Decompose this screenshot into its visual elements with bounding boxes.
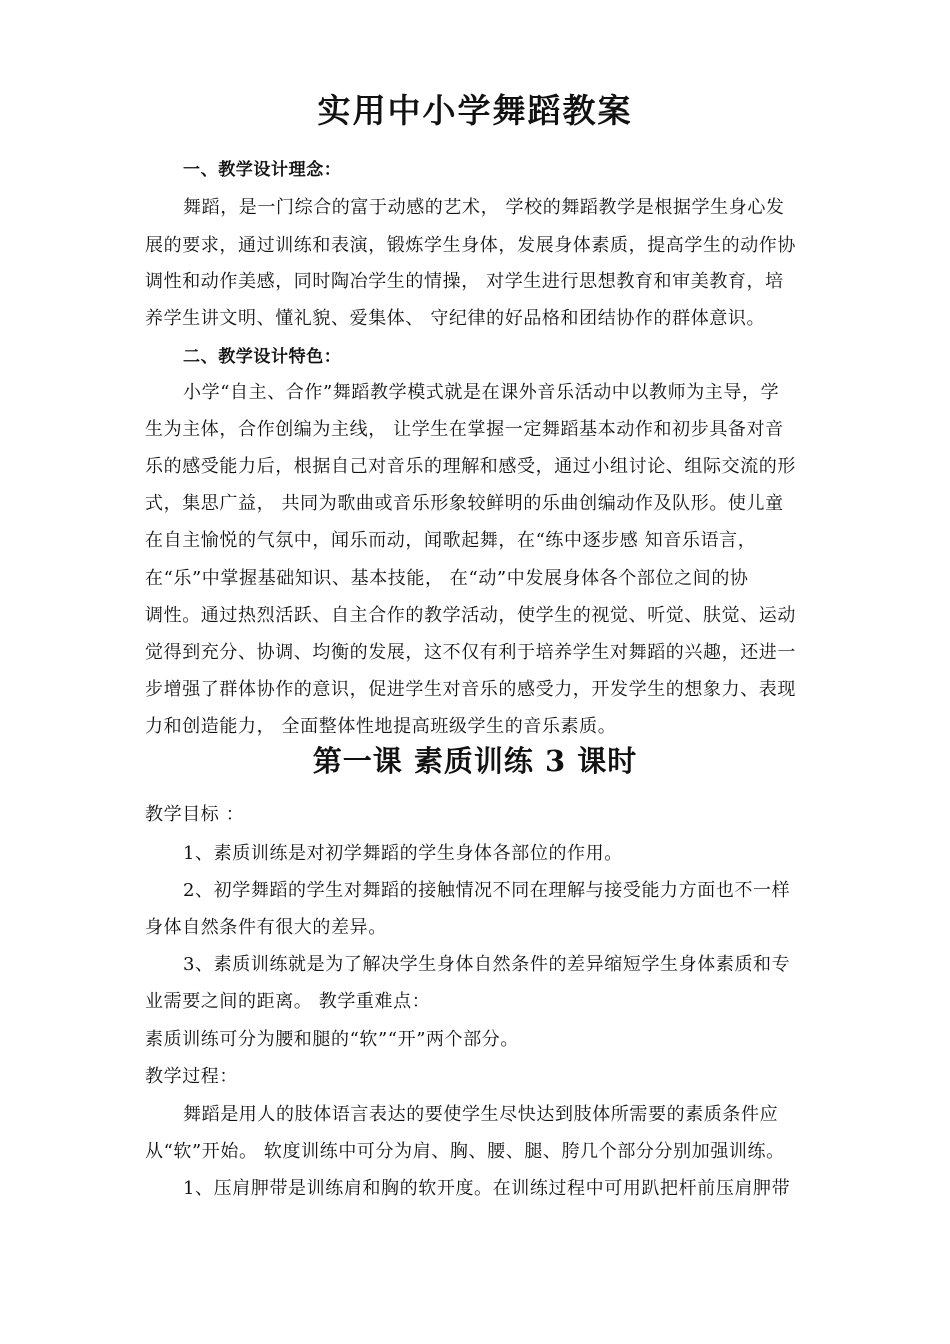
goal-item: 2、初学舞蹈的学生对舞蹈的接触情况不同在理解与接受能力方面也不一样 [183, 880, 791, 901]
paragraph-line: 乐的感受能力后，根据自己对音乐的理解和感受，通过小组讨论、组际交流的形 [145, 456, 796, 477]
paragraph-line: 式，集思广益， 共同为歌曲或音乐形象较鲜明的乐曲创编动作及队形。使儿童 [145, 493, 784, 514]
section2-heading: 二、教学设计特色： [183, 347, 342, 367]
paragraph-line: 在“乐”中掌握基础知识、基本技能， 在“动”中发展身体各个部位之间的协 [145, 568, 749, 589]
difficulty-text: 素质训练可分为腰和腿的“软”“开”两个部分。 [145, 1029, 520, 1050]
paragraph-line: 力和创造能力， 全面整体性地提高班级学生的音乐素质。 [145, 716, 617, 737]
goal-item-continuation: 身体自然条件有很大的差异。 [145, 917, 387, 938]
paragraph-line: 养学生讲文明、懂礼貌、爱集体、 守纪律的好品格和团结协作的群体意识。 [145, 308, 766, 329]
process-line: 1、压肩胛带是训练肩和胸的软开度。在训练过程中可用趴把杆前压肩胛带 [183, 1178, 791, 1199]
goal-item: 3、素质训练就是为了解决学生身体自然条件的差异缩短学生身体素质和专 [183, 954, 791, 975]
paragraph-line: 舞蹈，是一门综合的富于动感的艺术， 学校的舞蹈教学是根据学生身心发 [183, 197, 785, 218]
section1-heading: 一、教学设计理念： [183, 160, 342, 180]
paragraph-line: 调性和动作美感，同时陶冶学生的情操， 对学生进行思想教育和审美教育，培 [145, 271, 784, 292]
paragraph-line: 调性。通过热烈活跃、自主合作的教学活动，使学生的视觉、听觉、肤觉、运动 [145, 605, 796, 626]
paragraph-line: 生为主体，合作创编为主线， 让学生在掌握一定舞蹈基本动作和初步具备对音 [145, 419, 784, 440]
goal-item: 1、素质训练是对初学舞蹈的学生身体各部位的作用。 [183, 843, 623, 864]
paragraph-line: 觉得到充分、协调、均衡的发展，这不仅有利于培养学生对舞蹈的兴趣，还进一 [145, 642, 796, 663]
document-title: 实用中小学舞蹈教案 [317, 91, 633, 130]
process-label: 教学过程： [145, 1066, 238, 1087]
goals-label: 教学目标 ： [145, 804, 245, 825]
paragraph-line: 步增强了群体协作的意识，促进学生对音乐的感受力，开发学生的想象力、表现 [145, 679, 796, 700]
process-line: 从“软”开始。 软度训练中可分为肩、胸、腰、腿、胯几个部分分别加强训练。 [145, 1141, 785, 1162]
paragraph-line: 展的要求，通过训练和表演，锻炼学生身体，发展身体素质，提高学生的动作协 [145, 235, 796, 256]
lesson-heading: 第一课 素质训练 3 课时 [312, 744, 638, 778]
paragraph-line: 在自主愉悦的气氛中，闻乐而动，闻歌起舞，在“练中逐步感 知音乐语言， [145, 530, 757, 551]
goal-item-continuation: 业需要之间的距离。 教学重难点： [145, 991, 431, 1012]
paragraph-line: 小学“自主、合作”舞蹈教学模式就是在课外音乐活动中以教师为主导，学 [183, 382, 780, 403]
process-line: 舞蹈是用人的肢体语言表达的要使学生尽快达到肢体所需要的素质条件应 [183, 1104, 779, 1125]
